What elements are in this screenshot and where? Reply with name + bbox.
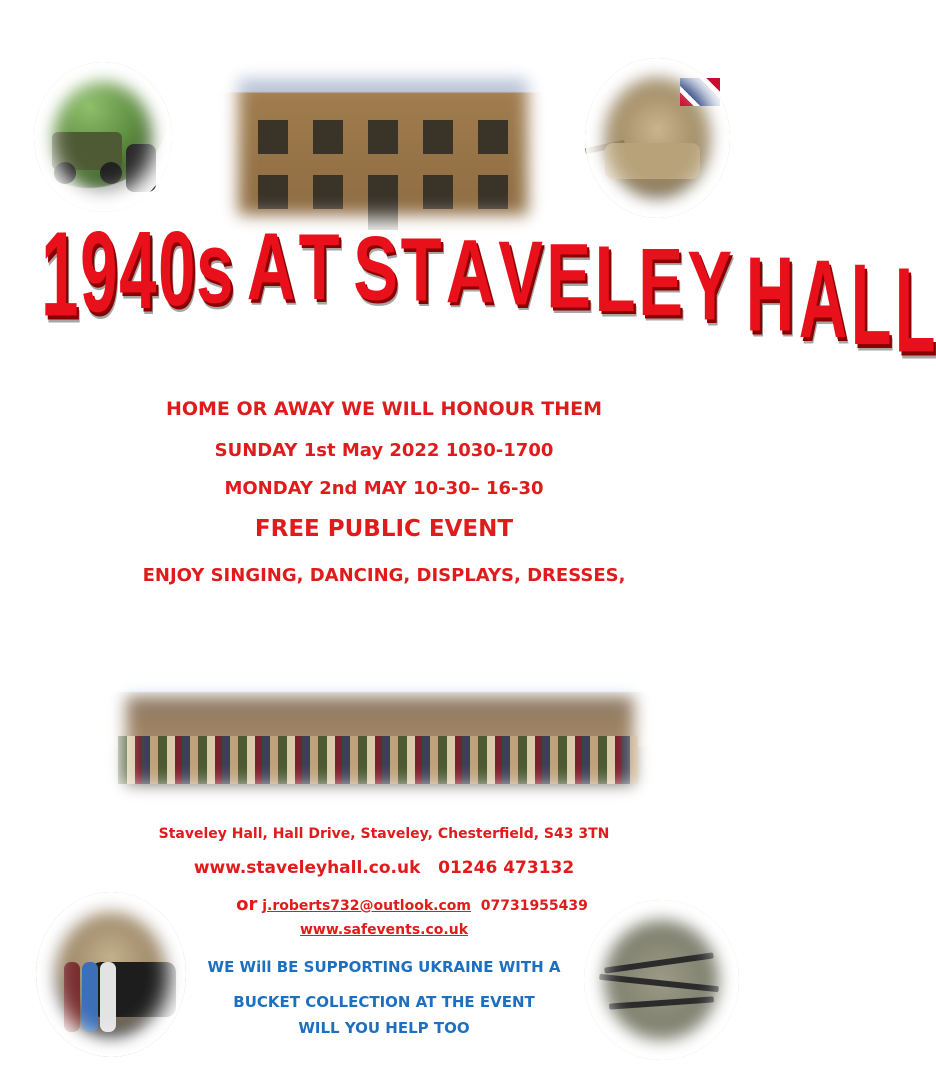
event-date-sunday: SUNDAY 1st May 2022 1030-1700 [214,440,554,461]
event-admission: FREE PUBLIC EVENT [254,516,514,542]
ukraine-line-3: WILL YOU HELP TOO [298,1019,470,1037]
ukraine-line-2: BUCKET COLLECTION AT THE EVENT [233,993,535,1011]
event-title-text: 1940s AT STAVELEY HALL [41,207,935,378]
phone-number: 01246 473132 [438,858,575,878]
event-theme: HOME OR AWAY WE WILL HONOUR THEM [165,398,603,420]
event-activities: ENJOY SINGING, DANCING, DISPLAYS, DRESSES, [142,565,626,586]
event-title [40,207,935,392]
staveley-hall-building-photo [218,60,548,235]
mobile-number: 07731955439 [480,898,588,914]
group-photo [106,676,654,804]
email-link[interactable]: j.roberts732@outlook.com [262,898,471,914]
ukraine-line-1: WE Will BE SUPPORTING UKRAINE WITH A [207,958,561,976]
jeep-motorcycle-photo [34,62,172,212]
tank-model-photo [585,58,730,218]
safevents-link[interactable]: www.safevents.co.uk [299,922,469,938]
event-date-monday: MONDAY 2nd MAY 10-30– 16-30 [224,478,544,499]
website-link[interactable]: www.staveleyhall.co.uk [193,858,421,878]
contact-web-phone [0,858,768,878]
or-label: or [236,894,258,915]
venue-address: Staveley Hall, Hall Drive, Staveley, Chesterfield, S43 3TN [158,826,610,842]
